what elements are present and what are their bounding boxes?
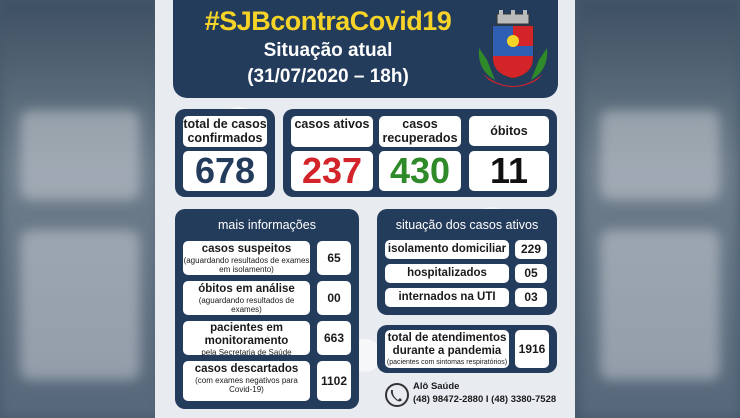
deaths-value: 11 xyxy=(469,151,549,191)
row-label-b: descartados xyxy=(230,363,299,375)
row-label-b: suspeitos xyxy=(237,243,292,255)
attendance-value: 1916 xyxy=(515,330,549,368)
row-label-b: em análise xyxy=(235,283,295,295)
monitoring-value: 663 xyxy=(317,321,351,355)
row-label-a: casos xyxy=(194,363,231,375)
recovered-value: 430 xyxy=(379,151,461,191)
attendance-panel xyxy=(377,325,557,373)
attendance-label-a: total de xyxy=(387,332,432,344)
discarded-value: 1102 xyxy=(317,361,351,401)
hashtag-title: #SJBcontraCovid19 xyxy=(204,6,452,36)
more-info-row-label xyxy=(183,281,310,315)
icu-label: internados na UTI xyxy=(385,288,509,307)
confirmed-value: 678 xyxy=(183,151,267,191)
suspected-value: 65 xyxy=(317,241,351,275)
row-sub: (aguardando resultados de exames em isolamento) xyxy=(183,256,310,274)
row-label-a: casos xyxy=(201,243,238,255)
recovered-label: casos recuperados xyxy=(379,116,461,147)
active-label: casos ativos xyxy=(291,116,373,147)
hospitalized-label: hospitalizados xyxy=(385,264,509,283)
contact-title: Alô Saúde xyxy=(413,381,460,392)
row-sub: pela Secretaria de Saúde xyxy=(201,348,292,357)
contact-phones: (48) 98472-2880 I (48) 3380-7528 xyxy=(413,394,557,405)
more-info-title: mais informações xyxy=(218,218,316,232)
row-label-b: em monitoramento xyxy=(204,322,289,347)
hospitalized-value: 05 xyxy=(515,264,547,283)
contact-footer xyxy=(385,379,555,411)
attendance-label-b: atendimentos durante a pandemia xyxy=(392,332,507,357)
phone-icon xyxy=(385,383,409,407)
attendance-sub: (pacientes com sintomas respiratórios) xyxy=(386,359,508,366)
deaths-label: óbitos xyxy=(469,116,549,146)
deaths-under-review-value: 00 xyxy=(317,281,351,315)
header-panel xyxy=(173,0,558,98)
confirmed-panel xyxy=(175,109,275,197)
more-info-row-label xyxy=(183,241,310,275)
confirmed-label: total de casos confirmados xyxy=(183,117,267,145)
row-label-a: óbitos xyxy=(198,283,236,295)
row-label-a: pacientes xyxy=(210,322,267,334)
blurred-background-left xyxy=(0,0,160,418)
date-subtitle: (31/07/2020 – 18h) xyxy=(247,66,409,87)
icu-value: 03 xyxy=(515,288,547,307)
more-info-row-label xyxy=(183,361,310,401)
row-sub: (com exames negativos para Covid-19) xyxy=(195,376,298,394)
status-subtitle: Situação atual xyxy=(263,40,393,61)
attendance-label-box xyxy=(385,330,509,368)
city-crest-icon xyxy=(475,8,551,92)
home-isolation-label: isolamento domiciliar xyxy=(385,240,509,259)
active-value: 237 xyxy=(291,151,373,191)
breakdown-panel xyxy=(283,109,557,197)
blurred-background-right xyxy=(580,0,740,418)
home-isolation-value: 229 xyxy=(515,240,547,259)
active-status-title: situação dos casos ativos xyxy=(395,218,539,232)
active-status-panel xyxy=(377,209,557,315)
row-sub: (aguardando resultados de exames) xyxy=(198,296,295,314)
more-info-row-label xyxy=(183,321,310,355)
more-info-panel xyxy=(175,209,359,409)
covid-bulletin-card xyxy=(155,0,575,418)
